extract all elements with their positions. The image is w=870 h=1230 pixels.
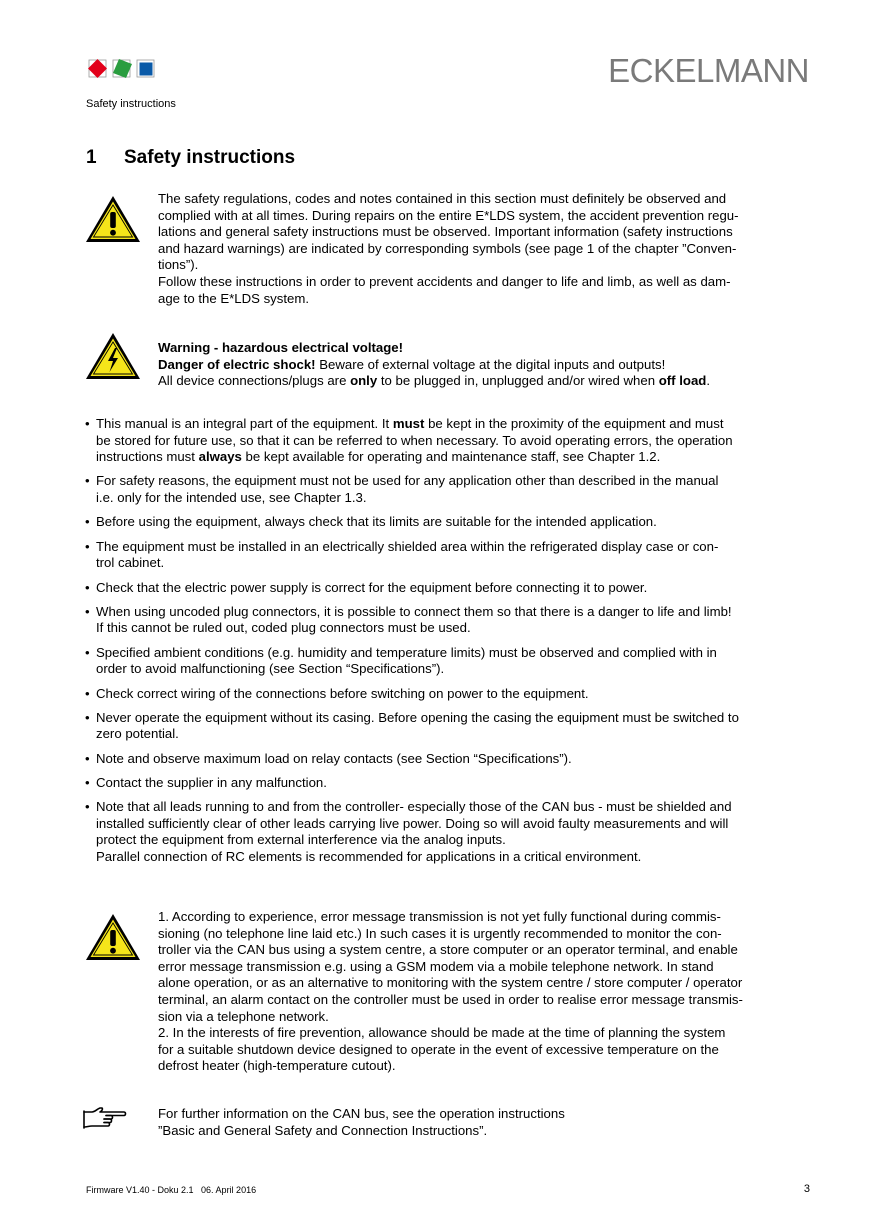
intro-line: The safety regulations, codes and notes contained in this section must definitely be observed and xyxy=(158,191,727,206)
experience-note-line: sion via a telephone network. xyxy=(158,1008,329,1024)
electrical-hazard-icon xyxy=(84,331,142,381)
bullet-item: • This manual is an integral part of the equipment. It must be kept in the proximity of the equipment and must be stored for future use, so that it can be referred to when necessary. To avoid operating errors, the operation instructions must always be kept available for operating and maintenance staff, see Chapter 1.2. xyxy=(86,416,810,466)
chapter-heading xyxy=(86,147,295,169)
bullet-item: • Note and observe maximum load on relay contacts (see Section “Specifications”). xyxy=(86,751,810,768)
voltage-warning: Warning - hazardous electrical voltage! Danger of electric shock! Beware of external voltage at the digital inputs and outputs! All device connections/plugs are only to be plugged in, unplugged and/or wired when off load. xyxy=(158,340,711,389)
reference-note xyxy=(158,1106,808,1139)
logo-green-square xyxy=(113,59,132,78)
logo-blue-square xyxy=(140,63,153,76)
pointing-hand-icon xyxy=(82,1106,128,1132)
bullet-item: • The equipment must be installed in an electrically shielded area within the refrigerated display case or con- trol cabinet. xyxy=(86,539,810,572)
logo-red-square xyxy=(88,59,107,78)
shock-danger-label: Danger of electric shock! xyxy=(158,356,316,372)
bullet-item: • Check correct wiring of the connections before switching on power to the equipment. xyxy=(86,686,810,703)
brand-logo-text: ECKELMANN xyxy=(608,52,809,89)
bullet-item: • Before using the equipment, always check that its limits are suitable for the intended application. xyxy=(86,514,810,531)
chapter-number: 1 xyxy=(86,147,97,168)
intro-line: tions”). xyxy=(158,257,199,273)
experience-note-line: for a suitable shutdown device designed to operate in the event of excessive temperature on the xyxy=(158,1041,719,1057)
warning-triangle-icon xyxy=(84,912,142,962)
chapter-title: Safety instructions xyxy=(124,147,296,168)
header-section-title: Safety instructions xyxy=(86,98,176,110)
experience-note xyxy=(158,909,808,1075)
bullet-item: • Note that all leads running to and from the controller- especially those of the CAN bus - must be shielded and installed sufficiently clear of other leads carrying live power. Doing so will avoid faulty measurements and will protect the equipment from external interference via the analog inputs. Parallel connection of RC elements is recommended for applications in a critical environment. xyxy=(86,799,810,865)
bullet-item: • Never operate the equipment without its casing. Before opening the casing the equipment must be switched to zero potential. xyxy=(86,710,810,743)
intro-line: lations and general safety instructions must be observed. Important information (safety instructions xyxy=(158,224,733,240)
safety-bullet-list xyxy=(86,416,810,873)
bullet-item: • For safety reasons, the equipment must not be used for any application other than described in the manual i.e. only for the intended use, see Chapter 1.3. xyxy=(86,473,810,506)
reference-note-line-2: ”Basic and General Safety and Connection Instructions”. xyxy=(158,1122,488,1138)
experience-note-line: terminal, an alarm contact on the controller must be used in order to realise error message transmis- xyxy=(158,991,743,1007)
intro-line: complied with at all times. During repairs on the entire E*LDS system, the accident prevention regu- xyxy=(158,207,739,223)
eckelmann-logo-squares xyxy=(86,58,158,80)
experience-note-line: error message transmission e.g. using a GSM modem via a mobile telephone network. In stand xyxy=(158,958,714,974)
experience-note-line: 1. According to experience, error message transmission is not yet fully functional during commis- xyxy=(158,909,721,924)
intro-line: and hazard warnings) are indicated by corresponding symbols (see page 1 of the chapter ”Conven- xyxy=(158,240,737,256)
intro-line: Follow these instructions in order to prevent accidents and danger to life and limb, as well as dam- xyxy=(158,273,731,289)
intro-paragraph xyxy=(158,191,808,307)
page-number: 3 xyxy=(803,1183,810,1195)
experience-note-line: sioning (no telephone line laid etc.) In such cases it is urgently recommended to monitor the con- xyxy=(158,925,722,941)
reference-note-line-1: For further information on the CAN bus, see the operation instructions xyxy=(158,1106,565,1121)
footer-version: Firmware V1.40 - Doku 2.1 06. April 2016 xyxy=(86,1185,257,1195)
bullet-item: • Specified ambient conditions (e.g. humidity and temperature limits) must be observed and complied with in order to avoid malfunctioning (see Section “Specifications”). xyxy=(86,645,810,678)
intro-line: age to the E*LDS system. xyxy=(158,290,309,306)
bullet-item: • Contact the supplier in any malfunction. xyxy=(86,775,810,792)
bullet-item: • Check that the electric power supply is correct for the equipment before connecting it to power. xyxy=(86,580,810,597)
experience-note-line: alone operation, or as an alternative to monitoring with the system centre / store computer / operator xyxy=(158,975,743,991)
experience-note-line: troller via the CAN bus using a system centre, a store computer or an operator terminal, and enable xyxy=(158,942,738,958)
voltage-warning-heading: Warning - hazardous electrical voltage! xyxy=(158,340,403,355)
experience-note-line: 2. In the interests of fire prevention, allowance should be made at the time of planning the system xyxy=(158,1025,726,1041)
warning-triangle-icon xyxy=(84,194,142,244)
experience-note-line: defrost heater (high-temperature cutout). xyxy=(158,1058,396,1074)
bullet-item: • When using uncoded plug connectors, it is possible to connect them so that there is a danger to life and limb! If this cannot be ruled out, coded plug connectors must be used. xyxy=(86,604,810,637)
